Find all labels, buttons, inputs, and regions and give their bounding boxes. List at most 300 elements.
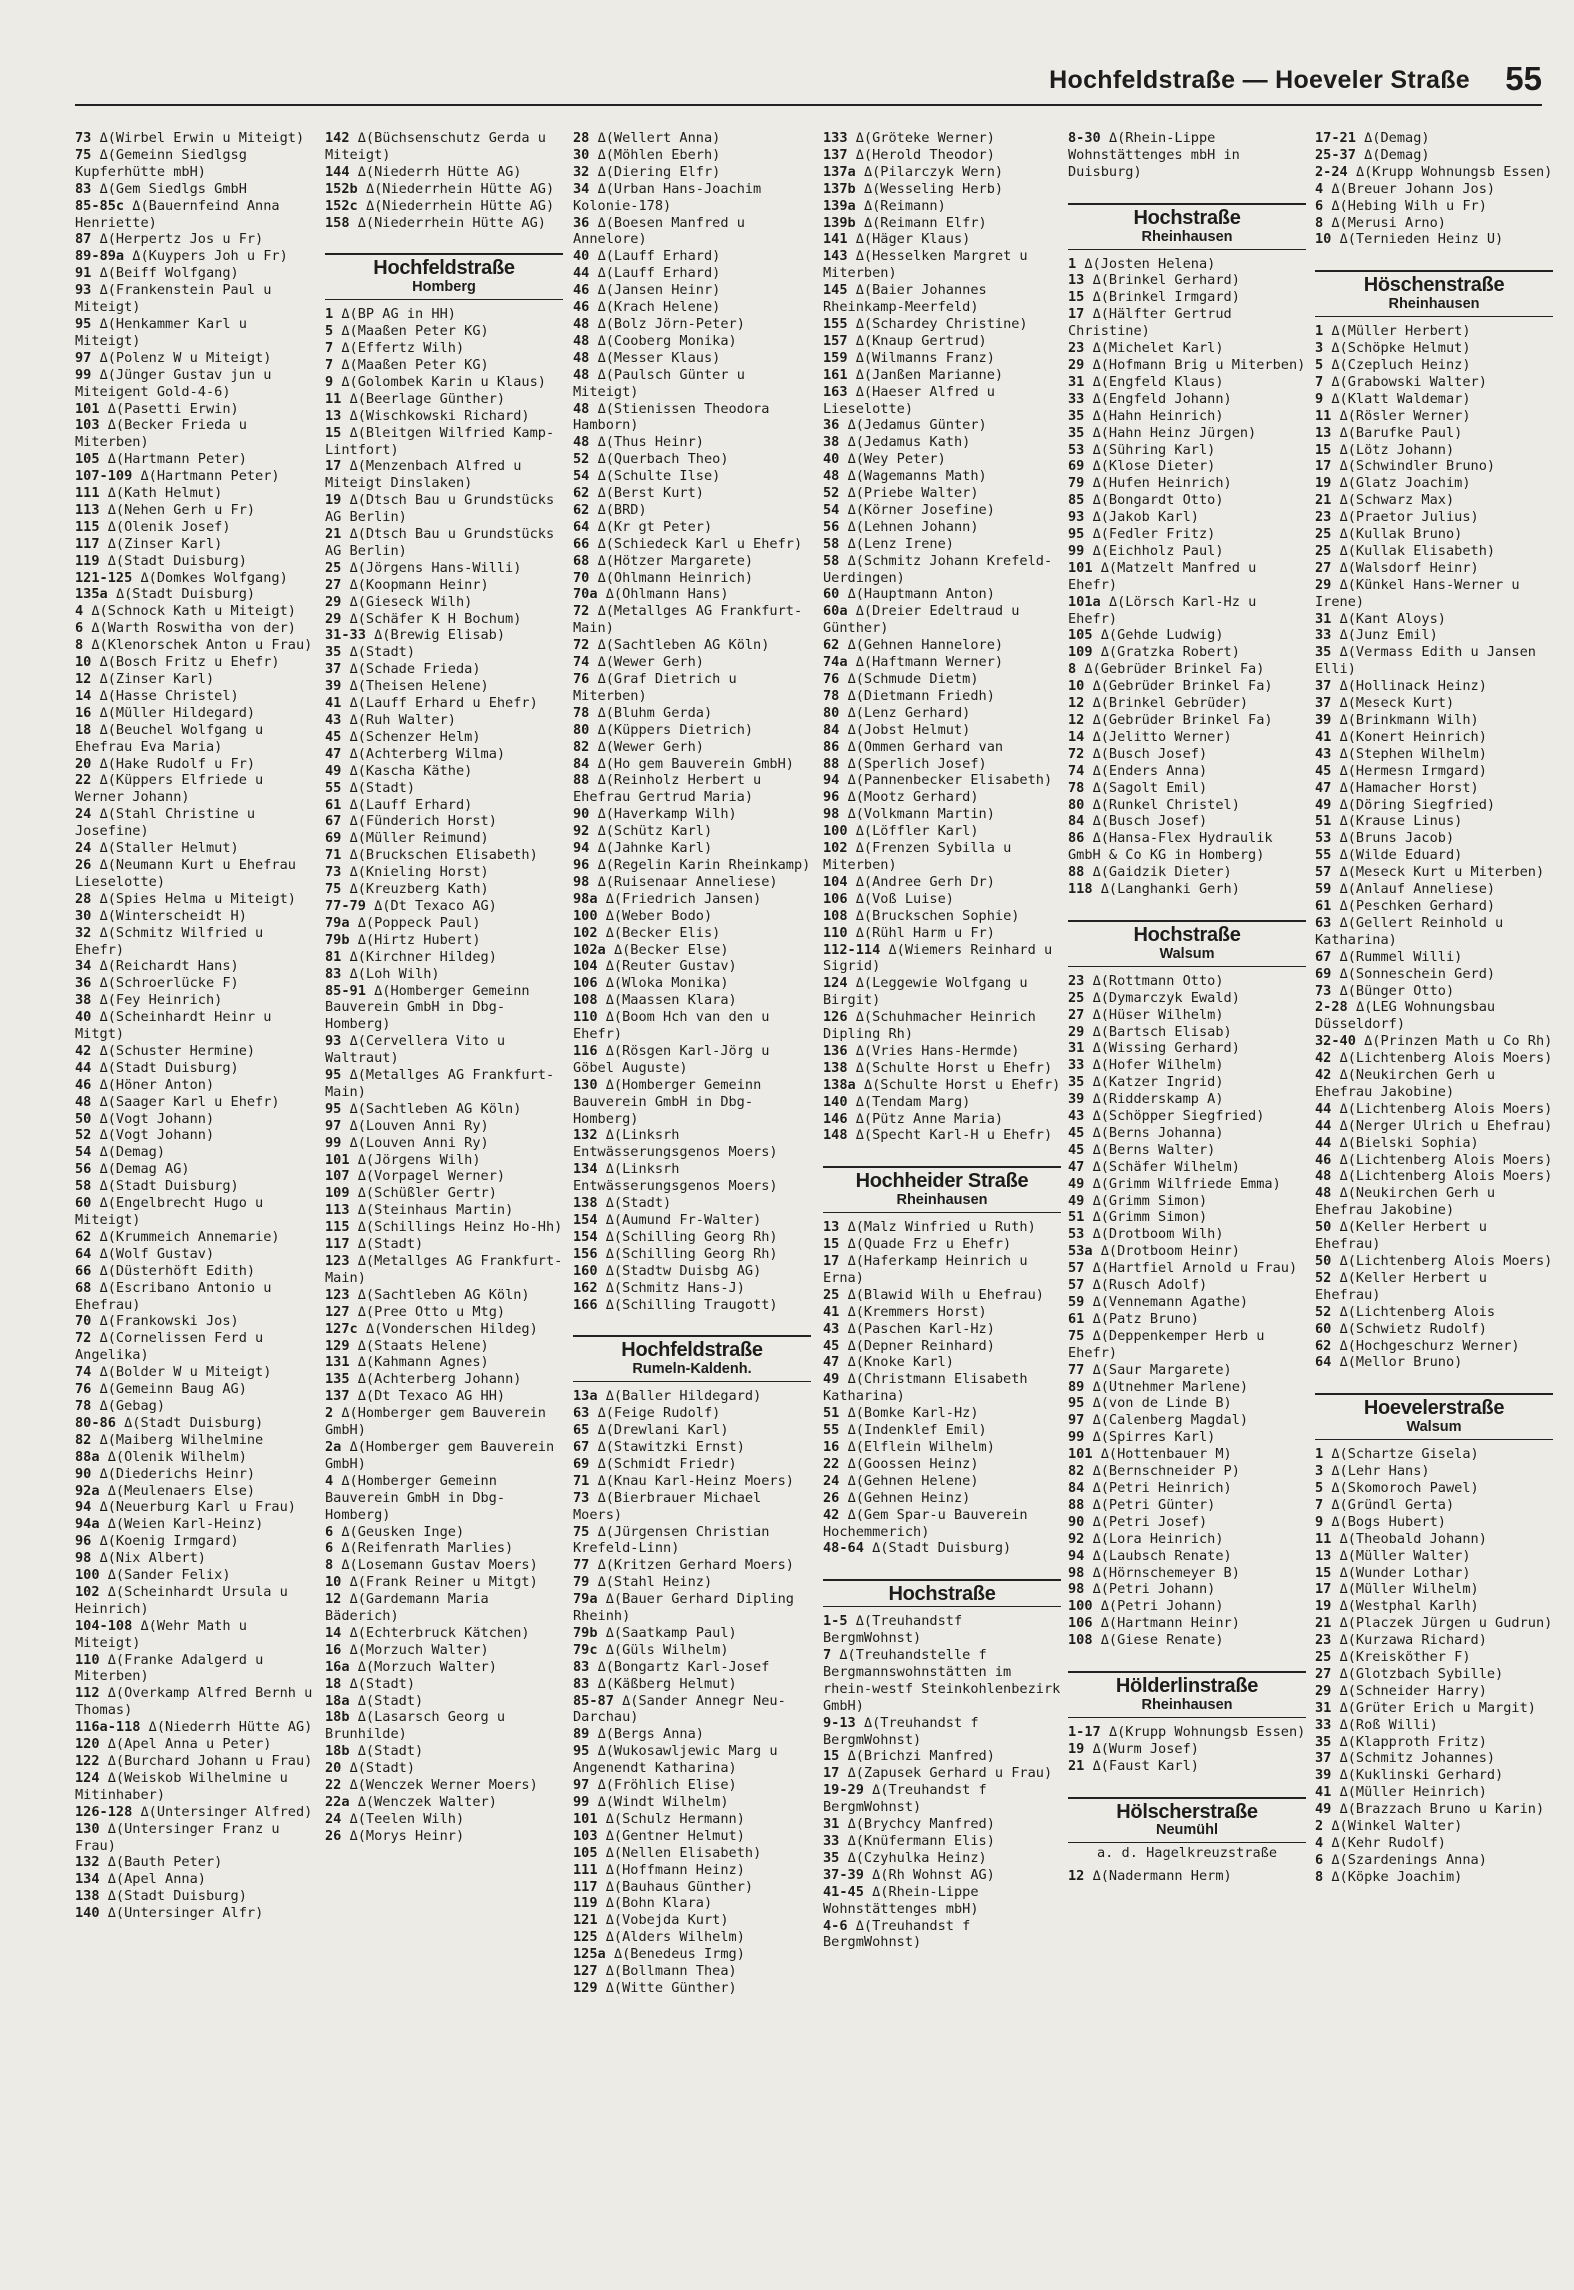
house-number: 54 [75, 1144, 92, 1161]
owner-name: Δ(Demag) [1364, 146, 1430, 163]
owner-name: Δ(Staller Helmut) [99, 840, 239, 857]
house-number: 57 [1315, 864, 1332, 881]
list-item [823, 925, 1061, 942]
list-item [325, 357, 563, 374]
list-item [1315, 695, 1553, 712]
list-item [573, 215, 811, 249]
owner-name: Δ(Calenberg Magdal) [1092, 1412, 1249, 1429]
owner-name: Δ(Maassen Klara) [605, 992, 737, 1009]
list-item [573, 925, 811, 942]
house-number: 54 [573, 468, 590, 485]
list-item [75, 806, 313, 840]
owner-name: Δ(Kr gt Peter) [597, 518, 713, 535]
owner-name: Δ(Echterbruck Kätchen) [349, 1624, 530, 1641]
list-item [573, 1557, 811, 1574]
owner-name: Δ(Schwarz Max) [1339, 492, 1455, 509]
owner-name: Δ(Cornelissen Ferd u Angelika) [75, 1330, 264, 1364]
house-number: 57 [1068, 1260, 1085, 1277]
house-number: 82 [1068, 1463, 1085, 1480]
house-number: 116 [573, 1042, 598, 1059]
list-item [75, 1584, 313, 1618]
house-number: 16 [75, 704, 92, 721]
owner-name: Δ(Bohn Klara) [605, 1895, 713, 1912]
owner-name: Δ(Praetor Julius) [1339, 509, 1479, 526]
owner-name: Δ(Diederichs Heinr) [99, 1465, 256, 1482]
list-item [75, 958, 313, 975]
house-number: 61 [325, 796, 342, 813]
owner-name: Δ(Nellen Elisabeth) [605, 1844, 762, 1861]
owner-name: Δ(Spies Helma u Miteigt) [99, 890, 296, 907]
owner-name: Δ(Petri Johann) [1092, 1581, 1216, 1598]
list-item [1315, 442, 1553, 459]
list-item [573, 147, 811, 164]
list-item [573, 891, 811, 908]
house-number: 41 [325, 695, 342, 712]
list-item [823, 181, 1061, 198]
house-number: 36 [823, 417, 840, 434]
owner-name: Δ(Stadt) [349, 1675, 416, 1692]
list-item [325, 1219, 563, 1236]
owner-name: Δ(Haftmann Werner) [855, 654, 1004, 671]
list-item [1315, 357, 1553, 374]
owner-name: Δ(Güls Wilhelm) [605, 1641, 729, 1658]
house-number: 98 [75, 1550, 92, 1567]
list-item [1315, 1700, 1553, 1717]
house-number: 46 [573, 299, 590, 316]
list-item [75, 603, 313, 620]
list-item [75, 1533, 313, 1550]
house-number: 3 [1315, 340, 1324, 357]
owner-name: Δ(Dietmann Friedh) [847, 687, 995, 704]
district-name: Rumeln-Kaldenh. [573, 1359, 811, 1382]
owner-name: Δ(Lichtenberg Alois Moers) [1339, 1050, 1553, 1067]
list-item [823, 1507, 1061, 1541]
owner-name: Δ(Querbach Theo) [597, 451, 729, 468]
house-number: 15 [325, 424, 342, 441]
owner-name: Δ(Faust Karl) [1092, 1757, 1199, 1774]
house-number: 36 [75, 975, 92, 992]
list-item [1315, 1253, 1553, 1270]
owner-name: Δ(Köpke Joachim) [1331, 1868, 1463, 1885]
list-item [1068, 1724, 1306, 1741]
list-item [1315, 198, 1553, 215]
house-number: 6 [325, 1540, 334, 1557]
street-name: Hochstraße [1068, 203, 1306, 227]
owner-name: Δ(Meseck Kurt) [1339, 695, 1455, 712]
list-item [75, 350, 313, 367]
house-number: 143 [823, 248, 848, 265]
house-number: 138 [823, 1059, 848, 1076]
house-number: 132 [75, 1854, 100, 1871]
owner-name: Δ(Gem Spar-u Bauverein Hochemmerich) [823, 1506, 1028, 1540]
list-item [325, 763, 563, 780]
house-number: 104 [573, 958, 598, 975]
house-number: 25 [1315, 1649, 1332, 1666]
list-item [823, 891, 1061, 908]
house-number: 100 [823, 823, 848, 840]
owner-name: Δ(Engfeld Johann) [1092, 390, 1232, 407]
house-number: 1 [1315, 323, 1324, 340]
owner-name: Δ(Bielski Sophia) [1339, 1134, 1479, 1151]
owner-name: Δ(Koopmann Heinr) [349, 576, 489, 593]
owner-name: Δ(Fröhlich Elise) [597, 1777, 737, 1794]
owner-name: Δ(Nadermann Herm) [1092, 1868, 1232, 1885]
list-item [325, 1371, 563, 1388]
house-number: 125 [573, 1929, 598, 1946]
list-item [1315, 881, 1553, 898]
list-item [1315, 231, 1553, 248]
owner-name: Δ(Hake Rudolf u Fr) [99, 755, 256, 772]
list-item [1068, 391, 1306, 408]
owner-name: Δ(Beiff Wolfgang) [99, 265, 239, 282]
house-number: 13 [823, 1219, 840, 1236]
list-item [573, 1811, 811, 1828]
list-item [573, 857, 811, 874]
owner-name: Δ(Lötz Johann) [1339, 441, 1455, 458]
list-item [823, 519, 1061, 536]
list-item [75, 1770, 313, 1804]
house-number: 89 [573, 1726, 590, 1743]
house-number: 15 [1315, 441, 1332, 458]
owner-name: Δ(Benedeus Irmg) [613, 1946, 745, 1963]
list-item [823, 1111, 1061, 1128]
list-item [1068, 1581, 1306, 1598]
list-item [573, 1574, 811, 1591]
list-item [75, 688, 313, 705]
list-item [573, 908, 811, 925]
list-item [1068, 1176, 1306, 1193]
house-number: 27 [325, 576, 342, 593]
list-item [823, 1613, 1061, 1647]
district-name: Neumühl [1068, 1820, 1306, 1843]
list-item [1315, 1632, 1553, 1649]
house-number: 54 [823, 501, 840, 518]
house-number: 111 [573, 1861, 598, 1878]
list-item [325, 949, 563, 966]
owner-name: Δ(Stadtw Duisbg AG) [605, 1262, 762, 1279]
house-number: 55 [1315, 847, 1332, 864]
house-number: 31-33 [325, 627, 366, 644]
house-number: 67 [1315, 948, 1332, 965]
house-number: 44 [1315, 1134, 1332, 1151]
house-number: 95 [75, 315, 92, 332]
owner-name: Δ(Pilarczyk Wern) [863, 163, 1004, 180]
house-number: 163 [823, 383, 848, 400]
owner-name: Δ(Knaup Gertrud) [855, 332, 987, 349]
house-number: 78 [1068, 779, 1085, 796]
owner-name: Δ(Stadt) [357, 1743, 424, 1760]
list-item [1315, 1734, 1553, 1751]
list-item [325, 1152, 563, 1169]
owner-name: Δ(Wolf Gustav) [99, 1245, 215, 1262]
list-item [1068, 1379, 1306, 1396]
owner-name: Δ(Hartmann Peter) [107, 451, 247, 468]
owner-name: Δ(Gem Siedlgs GmbH [99, 180, 247, 197]
list-item [573, 1625, 811, 1642]
house-number: 25 [1068, 989, 1085, 1006]
owner-name: Δ(Becker Frieda u Miterben) [75, 417, 247, 451]
list-item [1315, 729, 1553, 746]
list-item [325, 458, 563, 492]
list-item [1315, 492, 1553, 509]
list-item [823, 316, 1061, 333]
owner-name: Δ(Dymarczyk Ewald) [1092, 989, 1240, 1006]
house-number: 25 [1315, 542, 1332, 559]
house-number: 166 [573, 1296, 598, 1313]
list-item [573, 823, 811, 840]
list-item [823, 1918, 1061, 1952]
list-item [1315, 1270, 1553, 1304]
house-number: 101 [1068, 559, 1093, 576]
owner-name: Δ(Theisen Helene) [349, 678, 489, 695]
owner-name: Δ(Langhanki Gerh) [1100, 881, 1240, 898]
house-number: 107 [325, 1168, 350, 1185]
house-number: 43 [1315, 745, 1332, 762]
house-number: 20 [75, 755, 92, 772]
house-number: 76 [573, 671, 590, 687]
owner-name: Δ(Stadt Duisburg) [107, 552, 247, 569]
list-item [1068, 374, 1306, 391]
list-item [823, 434, 1061, 451]
list-item [573, 401, 811, 435]
house-number: 75 [573, 1523, 590, 1540]
house-number: 135 [325, 1371, 350, 1388]
list-item [823, 942, 1061, 976]
house-number: 10 [325, 1574, 342, 1591]
list-item [1068, 1226, 1306, 1243]
list-item [75, 401, 313, 418]
owner-name: Δ(Kahmann Agnes) [357, 1354, 489, 1371]
owner-name: Δ(Apel Anna u Peter) [107, 1736, 272, 1753]
list-item [1315, 712, 1553, 729]
column-6 [1315, 130, 1553, 2270]
house-number: 15 [1315, 1564, 1332, 1581]
house-number: 95 [1068, 1395, 1085, 1412]
house-number: 4 [1315, 180, 1324, 197]
house-number: 138 [573, 1195, 598, 1212]
owner-name: Δ(Küppers Elfriede u Werner Johann) [75, 772, 264, 806]
owner-name: Δ(Hofer Wilhelm) [1092, 1057, 1224, 1074]
house-number: 102 [75, 1583, 100, 1600]
list-item [1315, 1067, 1553, 1101]
house-number: 96 [823, 789, 840, 806]
owner-name: Δ(Nix Albert) [99, 1550, 206, 1567]
owner-name: Δ(Homberger gem Bauverein GmbH) [325, 1405, 546, 1439]
house-number: 12 [325, 1591, 342, 1608]
list-item [573, 1388, 811, 1405]
owner-name: Δ(Patz Bruno) [1092, 1310, 1199, 1327]
house-number: 53 [1068, 441, 1085, 458]
house-number: 44 [75, 1059, 92, 1076]
owner-name: Δ(Hörnschemeyer B) [1092, 1564, 1240, 1581]
list-item [75, 181, 313, 198]
owner-name: Δ(Lichtenberg Alois Moers) [1339, 1168, 1553, 1185]
house-number: 7 [823, 1647, 832, 1664]
list-item [823, 1833, 1061, 1850]
list-item [325, 746, 563, 763]
house-number: 144 [325, 163, 350, 180]
house-number: 53a [1068, 1243, 1093, 1260]
house-number: 78 [573, 704, 590, 721]
owner-name: Δ(Bauhaus Günther) [605, 1878, 754, 1895]
list-item [325, 1168, 563, 1185]
list-item [573, 840, 811, 857]
house-number: 72 [1068, 745, 1085, 762]
owner-name: Δ(Bollmann Thea) [605, 1963, 737, 1980]
list-item [1315, 1321, 1553, 1338]
owner-name: Δ(Czyhulka Heinz) [847, 1849, 987, 1866]
owner-name: Δ(Stadt Duisburg) [99, 1178, 239, 1195]
list-item [573, 1229, 811, 1246]
house-number: 8 [1315, 214, 1324, 231]
house-number: 138a [823, 1076, 856, 1093]
list-item [823, 1473, 1061, 1490]
owner-name: Δ(Brinkmann Wilh) [1339, 712, 1479, 728]
list-item [325, 198, 563, 215]
house-number: 133 [823, 130, 848, 146]
list-item [1068, 1057, 1306, 1074]
house-number: 72 [75, 1330, 92, 1347]
house-number: 88 [1068, 864, 1085, 881]
owner-name: Δ(Runkel Christel) [1092, 796, 1240, 813]
owner-name: Δ(Wirbel Erwin u Miteigt) [99, 130, 305, 146]
house-number: 48 [1315, 1168, 1332, 1185]
owner-name: Δ(Müller Walter) [1339, 1547, 1471, 1564]
list-item [573, 570, 811, 587]
owner-name: Δ(Aumund Fr-Walter) [605, 1212, 762, 1228]
house-number: 134 [75, 1871, 100, 1888]
list-item [823, 1647, 1061, 1715]
owner-name: Δ(Lora Heinrich) [1092, 1530, 1224, 1547]
owner-name: Δ(Andree Gerh Dr) [855, 873, 995, 890]
list-item [75, 1905, 313, 1922]
list-item [325, 560, 563, 577]
owner-name: Δ(Wehr Math u Miteigt) [75, 1617, 247, 1651]
owner-name: Δ(Sperlich Josef) [847, 755, 987, 772]
list-item [1068, 1024, 1306, 1041]
house-number: 9 [1315, 390, 1324, 407]
owner-name: Δ(Schroerlücke F) [99, 975, 239, 992]
house-number: 81 [325, 948, 342, 965]
house-number: 25 [325, 559, 342, 576]
house-number: 40 [75, 1009, 92, 1026]
street-name: Hochheider Straße [823, 1166, 1061, 1190]
house-number: 98 [1068, 1564, 1085, 1581]
owner-name: Δ(Stephen Wilhelm) [1339, 745, 1487, 762]
owner-name: Δ(Wukosawljewic Marg u Angenendt Katharina) [573, 1743, 778, 1777]
owner-name: Δ(Wloka Monika) [605, 975, 729, 992]
list-item [573, 299, 811, 316]
house-number: 57 [1068, 1277, 1085, 1294]
house-number: 13 [1315, 424, 1332, 441]
list-item [1068, 830, 1306, 864]
list-item [325, 1135, 563, 1152]
owner-name: Δ(Lörsch Karl-Hz u Ehefr) [1068, 593, 1257, 627]
list-item [1068, 1758, 1306, 1775]
owner-name: Δ(Beerlage Günther) [349, 390, 506, 407]
list-item [325, 1777, 563, 1794]
house-number: 5 [1315, 356, 1324, 373]
house-number: 35 [823, 1849, 840, 1866]
house-number: 137a [823, 163, 856, 180]
owner-name: Δ(Morzuch Walter) [349, 1641, 489, 1658]
list-item [75, 1313, 313, 1330]
owner-name: Δ(Berns Walter) [1092, 1141, 1216, 1158]
house-number: 41-45 [823, 1883, 864, 1900]
owner-name: Δ(Frenzen Sybilla u Miterben) [823, 840, 1012, 873]
list-item [1068, 1260, 1306, 1277]
owner-name: Δ(Hesselken Margret u Miterben) [823, 248, 1028, 282]
list-item [573, 1980, 811, 1997]
owner-name: Δ(Vonderschen Hildeg) [365, 1320, 538, 1337]
list-item [1068, 306, 1306, 340]
owner-name: Δ(Koenig Irmgard) [99, 1533, 239, 1550]
house-number: 98 [573, 873, 590, 890]
list-item [325, 425, 563, 459]
owner-name: Δ(Frankenstein Paul u Miteigt) [75, 282, 272, 316]
house-number: 28 [75, 890, 92, 907]
house-number: 24 [75, 806, 92, 823]
owner-name: Δ(Mellor Bruno) [1339, 1354, 1463, 1371]
owner-name: Δ(Bierbrauer Michael Moers) [573, 1489, 762, 1523]
list-item [1315, 1784, 1553, 1801]
list-item [325, 1185, 563, 1202]
owner-name: Δ(Rusch Adolf) [1092, 1277, 1208, 1294]
house-number: 110 [75, 1651, 100, 1668]
list-item [75, 705, 313, 722]
house-number: 119 [75, 552, 100, 569]
owner-name: Δ(Klatt Waldemar) [1331, 390, 1471, 407]
owner-name: Δ(Schöpke Helmut) [1331, 340, 1471, 357]
owner-name: Δ(Brychcy Manfred) [847, 1816, 995, 1833]
list-item [1315, 611, 1553, 628]
list-item [1068, 272, 1306, 289]
list-item [1068, 1243, 1306, 1260]
owner-name: Δ(Schartze Gisela) [1331, 1446, 1479, 1463]
list-item [325, 898, 563, 915]
owner-name: Δ(Wischkowski Richard) [349, 407, 530, 424]
house-number: 99 [1068, 542, 1085, 559]
owner-name: Δ(Schüßler Gertr) [357, 1185, 497, 1202]
list-item [573, 519, 811, 536]
house-number: 1 [325, 306, 334, 323]
house-number: 29 [1068, 1023, 1085, 1040]
list-item [573, 1439, 811, 1456]
owner-name: Δ(Metallges AG Frankfurt-Main) [325, 1253, 563, 1286]
house-number: 41 [1315, 1784, 1332, 1801]
house-number: 39 [325, 678, 342, 695]
list-item [573, 1473, 811, 1490]
house-number: 22a [325, 1794, 350, 1810]
house-number: 79a [573, 1591, 598, 1608]
list-item [75, 1280, 313, 1314]
owner-name: Δ(Bauth Peter) [107, 1854, 223, 1871]
owner-name: Δ(Klapproth Fritz) [1339, 1733, 1487, 1750]
owner-name: Δ(Wesseling Herb) [863, 180, 1004, 197]
list-item [1315, 560, 1553, 577]
owner-name: Δ(Peschken Gerhard) [1339, 897, 1496, 914]
house-number: 87 [75, 231, 92, 248]
list-item [1068, 442, 1306, 459]
house-number: 40 [823, 451, 840, 468]
list-item [75, 857, 313, 891]
list-item [823, 1009, 1061, 1043]
list-item [573, 1912, 811, 1929]
house-number: 47 [823, 1354, 840, 1371]
owner-name: Δ(Brichzi Manfred) [847, 1748, 995, 1765]
house-number: 60a [823, 603, 848, 620]
list-item [1068, 627, 1306, 644]
